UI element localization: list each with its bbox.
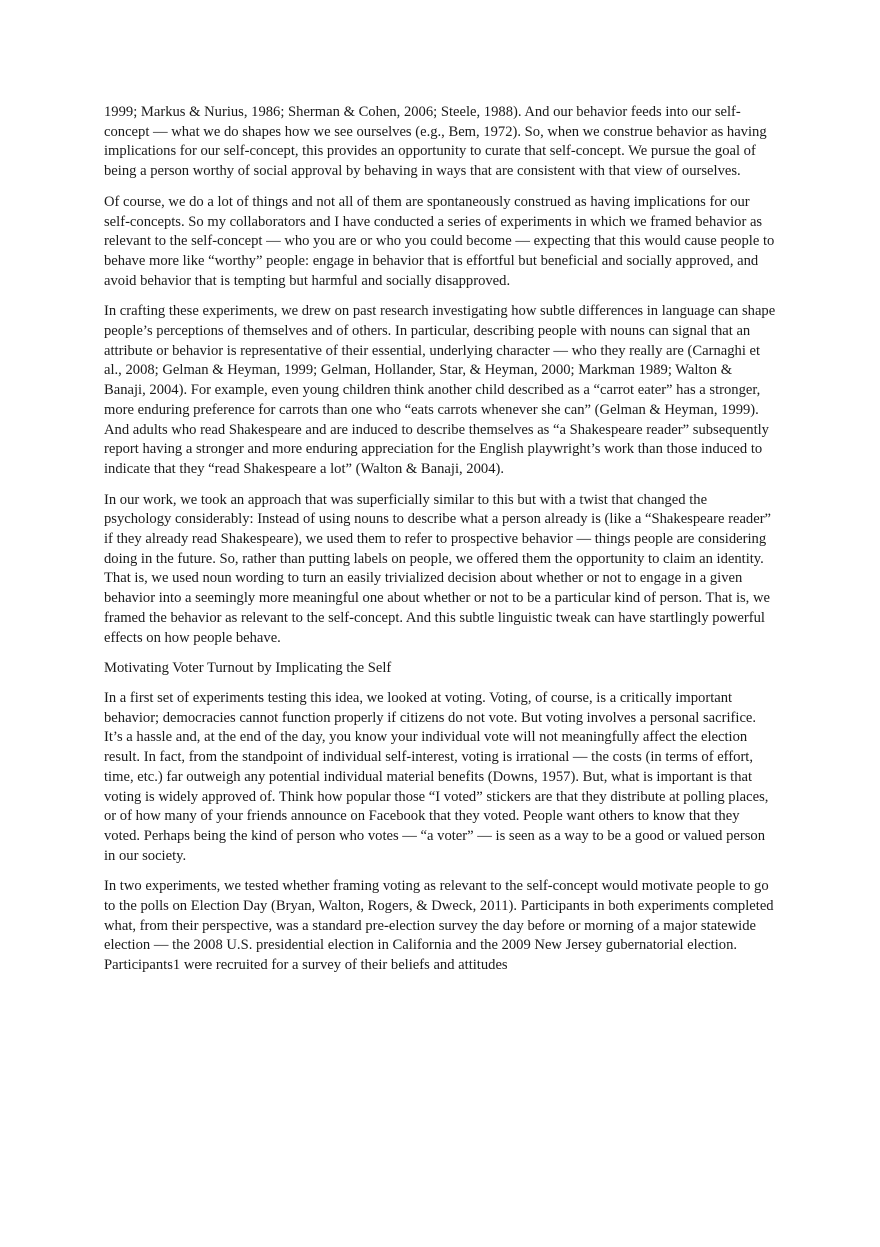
paragraph-language-research: In crafting these experiments, we drew on past research investigating how subtle differences in language can shape people’s perceptions of themselves and of others. In particular, describing people with nouns can signal that an attribute or behavior is representative of their essential, underlying character — who they really are (Carnaghi et al., 2008; Gelman & Heyman, 1999; Gelman, Hollander, Star, & Heyman, 2000; Markman 1989; Walton & Banaji, 2004). For example, even young children think another child described as a “carrot eater” has a stronger, more enduring preference for carrots than one who “eats carrots whenever she can” (Gelman & Heyman, 1999). And adults who read Shakespeare and are induced to describe themselves as “a Shakespeare reader” subsequently report having a stronger and more enduring appreciation for the English playwright’s work than those induced to indicate that they “read Shakespeare a lot” (Walton & Banaji, 2004). [104,303,776,477]
paragraph-voting-experiments: In two experiments, we tested whether framing voting as relevant to the self-concept would motivate people to go to the polls on Election Day (Bryan, Walton, Rogers, & Dweck, 2011). Participants in both experiments completed what, from their perspective, was a standard pre-election survey the day before or morning of a major statewide election — the 2008 U.S. presidential election in California and the 2009 New Jersey gubernatorial election. Participants1 were recruited for a survey of their beliefs and attitudes [104,878,774,974]
paragraph-voting-behavior: In a first set of experiments testing this idea, we looked at voting. Voting, of course, is a critically important behavior; democracies cannot function properly if citizens do not vote. But voting involves a personal sacrifice. It’s a hassle and, at the end of the day, you know your individual vote will not meaningfully affect the election result. In fact, from the standpoint of individual self-interest, voting is irrational — the costs (in terms of effort, time, etc.) far outweigh any potential individual material benefits (Downs, 1957). But, what is important is that voting is widely approved of. Think how popular those “I voted” stickers are that they distribute at polling places, or of how many of your friends announce on Facebook that they voted. People want others to know that they voted. Perhaps being the kind of person who votes — “a voter” — is seen as a way to be a good or valued person in our society. [104,689,769,864]
document-page [104,103,776,987]
section-heading: Motivating Voter Turnout by Implicating the Self [104,660,392,677]
paragraph-experiments-overview: Of course, we do a lot of things and not all of them are spontaneously construed as having implications for our self-concepts. So my collaborators and I have conducted a series of experiments in which we framed behavior as relevant to the self-concept — who you are or who you could become — expecting that this would cause people to behave more like “worthy” people: engage in behavior that is effortful but beneficial and socially approved, and avoid behavior that is tempting but harmful and socially disapproved. [104,193,775,289]
paragraph-self-concept-intro: 1999; Markus & Nurius, 1986; Sherman & Cohen, 2006; Steele, 1988). And our behavior feeds into our self-concept — what we do shapes how we see ourselves (e.g., Bem, 1972). So, when we construe behavior as having implications for our self-concept, this provides an opportunity to curate that self-concept. We pursue the goal of being a person worthy of social approval by behaving in ways that are consistent with that view of ourselves. [104,104,767,180]
paragraph-noun-framing: In our work, we took an approach that was superficially similar to this but with a twist that changed the psychology considerably: Instead of using nouns to describe what a person already is (like a “Shakespeare reader” if they already read Shakespeare), we used them to refer to prospective behavior — things people are considering doing in the future. So, rather than putting labels on people, we offered them the opportunity to claim an identity. That is, we used noun wording to turn an easily trivialized decision about whether or not to engage in a given behavior into a seemingly more meaningful one about whether or not to be a particular kind of person. That is, we framed the behavior as relevant to the self-concept. And this subtle linguistic tweak can have startlingly powerful effects on how people behave. [104,491,772,646]
